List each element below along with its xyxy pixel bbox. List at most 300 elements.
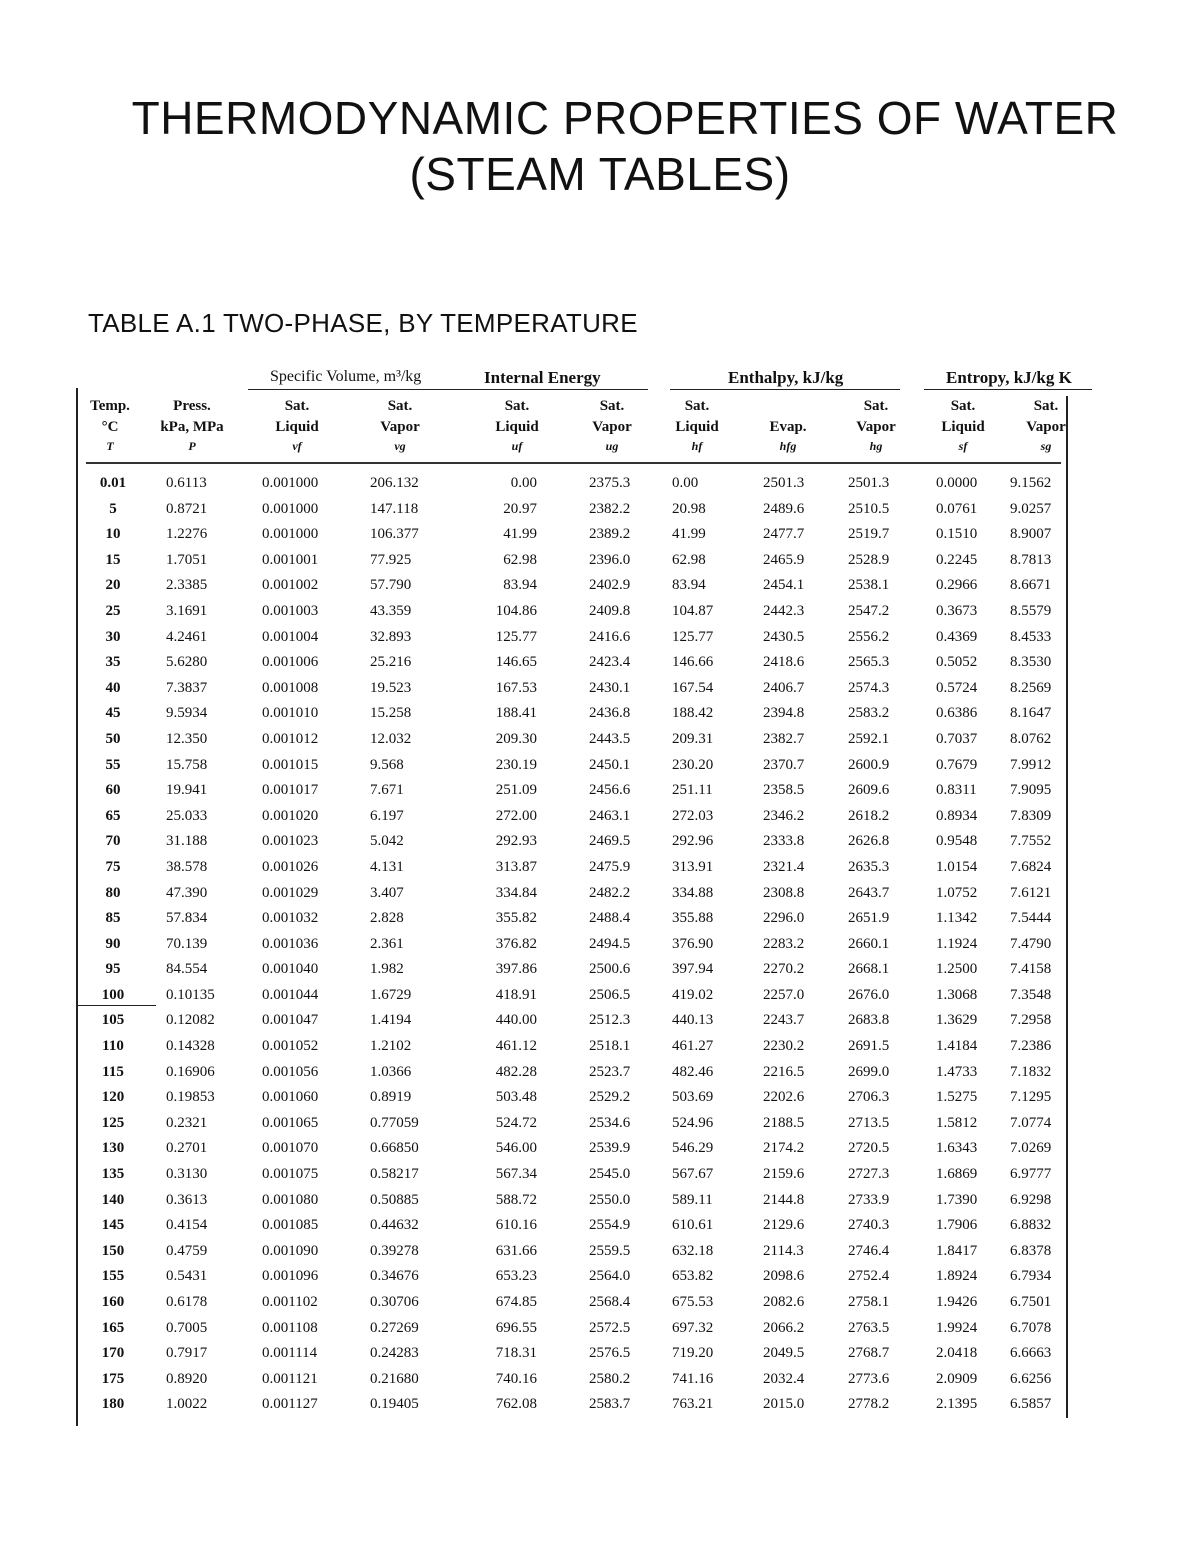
cell-press: 0.7917 — [166, 1345, 208, 1362]
cell-temp: 80 — [105, 884, 121, 901]
cell-uf: 418.91 — [495, 986, 537, 1003]
table-row — [0, 882, 1200, 908]
cell-press: 84.554 — [166, 961, 208, 978]
cell-vg: 77.925 — [370, 551, 412, 568]
cell-vf: 0.001102 — [262, 1294, 318, 1310]
cell-sf: 0.0761 — [936, 500, 978, 517]
cell-vf: 0.001090 — [262, 1242, 319, 1259]
cell-vg: 0.50885 — [370, 1191, 419, 1208]
cell-uf: 524.72 — [495, 1114, 537, 1131]
cell-sf: 1.6343 — [936, 1140, 978, 1157]
cell-sf: 0.7037 — [936, 730, 978, 747]
cell-uf: 588.72 — [495, 1191, 537, 1208]
cell-hg: 2740.3 — [848, 1217, 890, 1234]
cell-sf: 1.3629 — [936, 1012, 978, 1029]
cell-sf: 1.1342 — [936, 910, 978, 927]
cell-vf: 0.001002 — [262, 577, 319, 594]
cell-hf: 355.88 — [672, 910, 714, 927]
cell-temp: 155 — [101, 1268, 125, 1285]
cell-uf: 696.55 — [495, 1319, 537, 1336]
cell-sg: 8.2569 — [1010, 679, 1052, 696]
cell-vf: 0.001012 — [262, 730, 319, 747]
cell-ug: 2583.7 — [589, 1396, 631, 1413]
cell-temp: 20 — [105, 577, 121, 594]
cell-hg: 2528.9 — [848, 551, 890, 568]
table-title: TABLE A.1 TWO-PHASE, BY TEMPERATURE — [88, 308, 638, 338]
cell-sf: 0.0000 — [936, 475, 978, 491]
cell-sf: 0.1510 — [936, 526, 978, 543]
cell-hf: 83.94 — [672, 577, 706, 594]
cell-vg: 6.197 — [370, 807, 404, 824]
table-row — [0, 1291, 1200, 1317]
cell-vg: 1.6729 — [370, 986, 412, 1003]
cell-vg: 1.982 — [370, 961, 404, 978]
cell-hf: 41.99 — [672, 526, 706, 543]
cell-press: 0.5431 — [166, 1268, 208, 1285]
cell-sf: 2.0909 — [936, 1370, 978, 1387]
cell-ug: 2430.1 — [589, 679, 631, 696]
cell-sf: 0.8934 — [936, 807, 978, 824]
cell-sf: 1.7906 — [936, 1217, 978, 1234]
cell-hf: 251.11 — [672, 782, 713, 799]
cell-vg: 2.361 — [370, 935, 404, 952]
cell-hfg: 2418.6 — [763, 654, 805, 671]
cell-press: 15.758 — [166, 756, 208, 773]
cell-uf: 461.12 — [495, 1038, 537, 1055]
table-row — [0, 1137, 1200, 1163]
volume-energy-group-rule — [248, 389, 648, 390]
table-row — [0, 1009, 1200, 1035]
cell-hf: 167.54 — [672, 679, 714, 696]
header-vg: Sat. Vapor vg — [380, 398, 420, 453]
cell-vg: 1.0366 — [370, 1063, 412, 1080]
cell-hf: 20.98 — [672, 500, 706, 517]
table-row — [0, 702, 1200, 728]
cell-uf: 292.93 — [495, 833, 537, 850]
cell-sg: 7.6121 — [1010, 884, 1052, 901]
cell-sg: 7.5444 — [1010, 910, 1052, 927]
cell-uf: 251.09 — [495, 782, 537, 799]
cell-sf: 0.5724 — [936, 679, 978, 696]
table-row — [0, 958, 1200, 984]
cell-press: 1.0022 — [166, 1396, 208, 1413]
table-row — [0, 728, 1200, 754]
cell-temp: 45 — [105, 705, 121, 722]
cell-vf: 0.001017 — [262, 782, 319, 799]
cell-ug: 2463.1 — [589, 807, 631, 824]
cell-temp: 145 — [101, 1217, 125, 1234]
cell-vf: 0.001010 — [262, 705, 319, 722]
cell-ug: 2436.8 — [589, 705, 631, 722]
cell-temp: 5 — [109, 500, 117, 517]
cell-sg: 6.8378 — [1010, 1242, 1052, 1259]
cell-vg: 12.032 — [370, 730, 412, 747]
cell-uf: 610.16 — [495, 1217, 537, 1234]
table-row — [0, 1035, 1200, 1061]
cell-hf: 546.29 — [672, 1140, 714, 1157]
cell-press: 3.1691 — [166, 602, 208, 619]
cell-vf: 0.001036 — [262, 935, 319, 952]
cell-hf: 632.18 — [672, 1242, 714, 1259]
cell-sg: 8.4533 — [1010, 628, 1052, 645]
cell-hg: 2519.7 — [848, 526, 890, 543]
cell-uf: 503.48 — [495, 1089, 537, 1106]
table-row — [0, 1086, 1200, 1112]
cell-sf: 1.1924 — [936, 935, 978, 952]
cell-hfg: 2406.7 — [763, 679, 805, 696]
cell-sg: 8.3530 — [1010, 654, 1052, 671]
cell-hf: 62.98 — [672, 551, 706, 568]
enthalpy-group-rule — [670, 389, 900, 390]
cell-hf: 440.13 — [672, 1012, 714, 1029]
cell-temp: 55 — [105, 756, 121, 773]
cell-vf: 0.001108 — [262, 1319, 318, 1336]
cell-hf: 763.21 — [672, 1396, 714, 1413]
cell-press: 12.350 — [166, 730, 208, 747]
table-row — [0, 805, 1200, 831]
cell-vf: 0.001001 — [262, 551, 319, 568]
cell-vg: 19.523 — [370, 679, 412, 696]
group-entropy: Entropy, kJ/kg K — [946, 368, 1072, 387]
cell-hg: 2618.2 — [848, 807, 890, 824]
cell-uf: 125.77 — [495, 628, 537, 645]
cell-vf: 0.001003 — [262, 602, 319, 619]
cell-sg: 7.4790 — [1010, 935, 1052, 952]
cell-temp: 100 — [101, 986, 125, 1003]
header-vf: Sat. Liquid vf — [275, 398, 319, 453]
cell-press: 0.16906 — [166, 1063, 215, 1080]
cell-vg: 1.2102 — [370, 1038, 412, 1055]
cell-hfg: 2243.7 — [763, 1012, 805, 1029]
cell-hf: 461.27 — [672, 1038, 714, 1055]
cell-uf: 397.86 — [495, 961, 537, 978]
cell-temp: 170 — [101, 1345, 125, 1362]
cell-hg: 2574.3 — [848, 679, 890, 696]
cell-press: 2.3385 — [166, 577, 208, 594]
cell-hf: 419.02 — [672, 986, 714, 1003]
cell-ug: 2550.0 — [589, 1191, 631, 1208]
cell-press: 0.12082 — [166, 1012, 215, 1029]
cell-sf: 0.5052 — [936, 654, 978, 671]
cell-hf: 334.88 — [672, 884, 714, 901]
cell-temp: 120 — [101, 1089, 125, 1106]
cell-sg: 7.1295 — [1010, 1089, 1052, 1106]
cell-hg: 2683.8 — [848, 1012, 890, 1029]
cell-ug: 2488.4 — [589, 910, 631, 927]
cell-hfg: 2129.6 — [763, 1217, 805, 1234]
cell-uf: 740.16 — [495, 1370, 537, 1387]
cell-press: 9.5934 — [166, 705, 208, 722]
cell-sg: 8.0762 — [1010, 730, 1052, 747]
cell-press: 70.139 — [166, 935, 208, 952]
cell-temp: 105 — [101, 1012, 125, 1029]
cell-hf: 313.91 — [672, 858, 714, 875]
cell-temp: 25 — [105, 602, 121, 619]
cell-hfg: 2032.4 — [763, 1370, 805, 1387]
cell-hg: 2778.2 — [848, 1396, 890, 1413]
cell-hg: 2643.7 — [848, 884, 890, 901]
cell-hfg: 2321.4 — [763, 858, 805, 875]
cell-hg: 2660.1 — [848, 935, 890, 952]
cell-vg: 0.27269 — [370, 1319, 419, 1336]
cell-uf: 62.98 — [503, 551, 537, 568]
table-row — [0, 1189, 1200, 1215]
table-row — [0, 933, 1200, 959]
cell-vf: 0.001000 — [262, 475, 319, 491]
cell-sg: 7.7552 — [1010, 833, 1052, 850]
cell-vg: 0.19405 — [370, 1396, 419, 1413]
cell-sf: 1.4733 — [936, 1063, 978, 1080]
cell-sf: 1.8924 — [936, 1268, 978, 1285]
cell-sf: 0.6386 — [936, 705, 978, 722]
cell-ug: 2494.5 — [589, 935, 631, 952]
cell-hf: 675.53 — [672, 1294, 714, 1310]
cell-hfg: 2394.8 — [763, 705, 805, 722]
cell-hfg: 2066.2 — [763, 1319, 805, 1336]
cell-hg: 2609.6 — [848, 782, 890, 799]
cell-uf: 41.99 — [503, 526, 537, 543]
cell-vg: 1.4194 — [370, 1012, 412, 1029]
cell-sg: 8.5579 — [1010, 602, 1052, 619]
group-specific-volume: Specific Volume, m³/kg — [270, 368, 422, 385]
cell-uf: 313.87 — [495, 858, 537, 875]
table-row — [0, 1214, 1200, 1240]
cell-temp: 35 — [105, 654, 121, 671]
cell-sf: 1.6869 — [936, 1166, 978, 1183]
cell-ug: 2572.5 — [589, 1319, 631, 1336]
cell-vg: 0.44632 — [370, 1217, 419, 1234]
cell-hf: 125.77 — [672, 628, 714, 645]
cell-vf: 0.001052 — [262, 1038, 319, 1055]
cell-hg: 2763.5 — [848, 1319, 890, 1336]
cell-uf: 209.30 — [495, 730, 537, 747]
cell-sg: 6.7078 — [1010, 1319, 1052, 1336]
cell-hg: 2768.7 — [848, 1345, 890, 1362]
cell-uf: 482.28 — [495, 1063, 537, 1080]
cell-press: 0.7005 — [166, 1319, 208, 1336]
cell-vg: 32.893 — [370, 628, 412, 645]
cell-hfg: 2144.8 — [763, 1191, 805, 1208]
cell-hfg: 2501.3 — [763, 475, 805, 491]
cell-vf: 0.001029 — [262, 884, 319, 901]
table-row — [0, 1112, 1200, 1138]
cell-press: 0.3130 — [166, 1166, 208, 1183]
cell-temp: 125 — [101, 1114, 125, 1131]
cell-hg: 2746.4 — [848, 1242, 890, 1259]
cell-hf: 209.31 — [672, 730, 714, 747]
cell-sg: 6.8832 — [1010, 1217, 1052, 1234]
cell-sf: 1.5812 — [936, 1114, 978, 1131]
cell-vg: 0.24283 — [370, 1345, 419, 1362]
cell-sg: 7.4158 — [1010, 961, 1052, 978]
cell-uf: 20.97 — [503, 500, 537, 517]
cell-press: 1.2276 — [166, 526, 208, 543]
cell-press: 0.14328 — [166, 1038, 215, 1055]
cell-vg: 0.66850 — [370, 1140, 419, 1157]
cell-temp: 75 — [105, 858, 121, 875]
cell-uf: 631.66 — [495, 1242, 537, 1259]
cell-sf: 0.7679 — [936, 756, 978, 773]
cell-vf: 0.001000 — [262, 500, 319, 517]
table-row — [0, 1163, 1200, 1189]
table-row — [0, 984, 1200, 1010]
cell-vf: 0.001085 — [262, 1217, 319, 1234]
table-row — [0, 1317, 1200, 1343]
cell-hfg: 2283.2 — [763, 935, 805, 952]
cell-ug: 2389.2 — [589, 526, 631, 543]
cell-uf: 762.08 — [495, 1396, 537, 1413]
cell-press: 7.3837 — [166, 679, 208, 696]
cell-uf: 440.00 — [495, 1012, 537, 1029]
cell-vf: 0.001023 — [262, 833, 319, 850]
cell-hfg: 2216.5 — [763, 1063, 805, 1080]
cell-vg: 3.407 — [370, 884, 404, 901]
cell-vg: 0.39278 — [370, 1242, 419, 1259]
cell-hfg: 2382.7 — [763, 730, 805, 747]
cell-hf: 697.32 — [672, 1319, 714, 1336]
cell-sg: 7.0774 — [1010, 1114, 1052, 1131]
cell-ug: 2523.7 — [589, 1063, 631, 1080]
cell-vf: 0.001056 — [262, 1063, 319, 1080]
cell-hfg: 2202.6 — [763, 1089, 805, 1106]
cell-sg: 8.7813 — [1010, 551, 1052, 568]
group-enthalpy: Enthalpy, kJ/kg — [728, 368, 844, 387]
table-row — [0, 523, 1200, 549]
cell-sf: 0.3673 — [936, 602, 978, 619]
cell-temp: 180 — [101, 1396, 125, 1413]
table-row — [0, 1240, 1200, 1266]
cell-sg: 7.2386 — [1010, 1038, 1052, 1055]
cell-temp: 50 — [105, 730, 121, 747]
cell-vf: 0.001032 — [262, 910, 319, 927]
cell-vg: 0.21680 — [370, 1370, 419, 1387]
page-subtitle: (STEAM TABLES) — [409, 148, 791, 200]
table-row — [0, 549, 1200, 575]
cell-hf: 146.66 — [672, 654, 714, 671]
cell-sf: 1.0154 — [936, 858, 978, 875]
cell-ug: 2482.2 — [589, 884, 631, 901]
cell-vf: 0.001000 — [262, 526, 319, 543]
cell-hf: 230.20 — [672, 756, 714, 773]
cell-hf: 482.46 — [672, 1063, 714, 1080]
cell-sf: 1.8417 — [936, 1242, 978, 1259]
cell-hfg: 2465.9 — [763, 551, 805, 568]
cell-ug: 2456.6 — [589, 782, 631, 799]
cell-ug: 2506.5 — [589, 986, 631, 1003]
cell-sf: 0.2966 — [936, 577, 978, 594]
cell-vf: 0.001096 — [262, 1268, 319, 1285]
cell-ug: 2568.4 — [589, 1294, 631, 1310]
header-hg: Sat. Vapor hg — [856, 398, 896, 453]
cell-sg: 6.5857 — [1010, 1396, 1052, 1413]
cell-uf: 355.82 — [495, 910, 537, 927]
table-row — [0, 1342, 1200, 1368]
cell-hg: 2565.3 — [848, 654, 890, 671]
cell-press: 0.19853 — [166, 1089, 215, 1106]
cell-ug: 2518.1 — [589, 1038, 631, 1055]
cell-ug: 2409.8 — [589, 602, 631, 619]
cell-vf: 0.001020 — [262, 807, 319, 824]
cell-hf: 376.90 — [672, 935, 714, 952]
cell-hf: 741.16 — [672, 1370, 714, 1387]
cell-hf: 188.42 — [672, 705, 714, 722]
cell-hf: 272.03 — [672, 807, 714, 824]
table-row — [0, 677, 1200, 703]
cell-sf: 1.9924 — [936, 1319, 978, 1336]
cell-temp: 85 — [105, 910, 121, 927]
cell-vf: 0.001006 — [262, 654, 319, 671]
cell-hg: 2668.1 — [848, 961, 890, 978]
cell-hg: 2720.5 — [848, 1140, 890, 1157]
cell-vg: 0.8919 — [370, 1089, 412, 1106]
cell-uf: 546.00 — [495, 1140, 537, 1157]
table-row — [0, 651, 1200, 677]
cell-press: 1.7051 — [166, 551, 208, 568]
cell-ug: 2576.5 — [589, 1345, 631, 1362]
cell-hf: 589.11 — [672, 1191, 713, 1208]
cell-vg: 0.34676 — [370, 1268, 419, 1285]
cell-hf: 397.94 — [672, 961, 714, 978]
cell-sf: 1.2500 — [936, 961, 978, 978]
header-sf: Sat. Liquid sf — [941, 398, 985, 453]
cell-vf: 0.001047 — [262, 1012, 319, 1029]
cell-hf: 719.20 — [672, 1345, 714, 1362]
cell-hfg: 2098.6 — [763, 1268, 805, 1285]
cell-sf: 1.9426 — [936, 1294, 978, 1310]
cell-vg: 9.568 — [370, 756, 404, 773]
cell-hfg: 2370.7 — [763, 756, 805, 773]
cell-vg: 0.77059 — [370, 1114, 419, 1131]
cell-sg: 8.9007 — [1010, 526, 1052, 543]
cell-hg: 2706.3 — [848, 1089, 890, 1106]
cell-ug: 2450.1 — [589, 756, 631, 773]
cell-hf: 0.00 — [672, 475, 699, 491]
cell-sf: 1.4184 — [936, 1038, 978, 1055]
cell-sg: 7.2958 — [1010, 1012, 1052, 1029]
cell-press: 0.2701 — [166, 1140, 208, 1157]
cell-press: 0.10135 — [166, 986, 215, 1003]
cell-hfg: 2477.7 — [763, 526, 805, 543]
header-press: Press. kPa, MPa P — [160, 398, 224, 453]
cell-hf: 503.69 — [672, 1089, 714, 1106]
cell-press: 57.834 — [166, 910, 208, 927]
cell-vf: 0.001004 — [262, 628, 319, 645]
table-row — [0, 779, 1200, 805]
cell-temp: 30 — [105, 628, 121, 645]
group-internal-energy: Internal Energy — [484, 368, 601, 387]
cell-uf: 272.00 — [495, 807, 537, 824]
header-uf: Sat. Liquid uf — [495, 398, 539, 453]
cell-hg: 2583.2 — [848, 705, 890, 722]
cell-hg: 2556.2 — [848, 628, 890, 645]
cell-hg: 2758.1 — [848, 1294, 890, 1310]
cell-uf: 718.31 — [495, 1345, 537, 1362]
cell-ug: 2443.5 — [589, 730, 631, 747]
cell-hg: 2733.9 — [848, 1191, 890, 1208]
table-row — [0, 472, 1200, 498]
cell-vg: 2.828 — [370, 910, 404, 927]
cell-temp: 65 — [105, 807, 121, 824]
cell-press: 0.8721 — [166, 500, 208, 517]
cell-sg: 6.7501 — [1010, 1294, 1052, 1310]
cell-uf: 653.23 — [495, 1268, 537, 1285]
cell-vg: 4.131 — [370, 858, 404, 875]
cell-temp: 60 — [105, 782, 121, 799]
cell-press: 19.941 — [166, 782, 208, 799]
cell-temp: 165 — [101, 1319, 125, 1336]
cell-hg: 2713.5 — [848, 1114, 890, 1131]
cell-temp: 110 — [102, 1038, 124, 1055]
